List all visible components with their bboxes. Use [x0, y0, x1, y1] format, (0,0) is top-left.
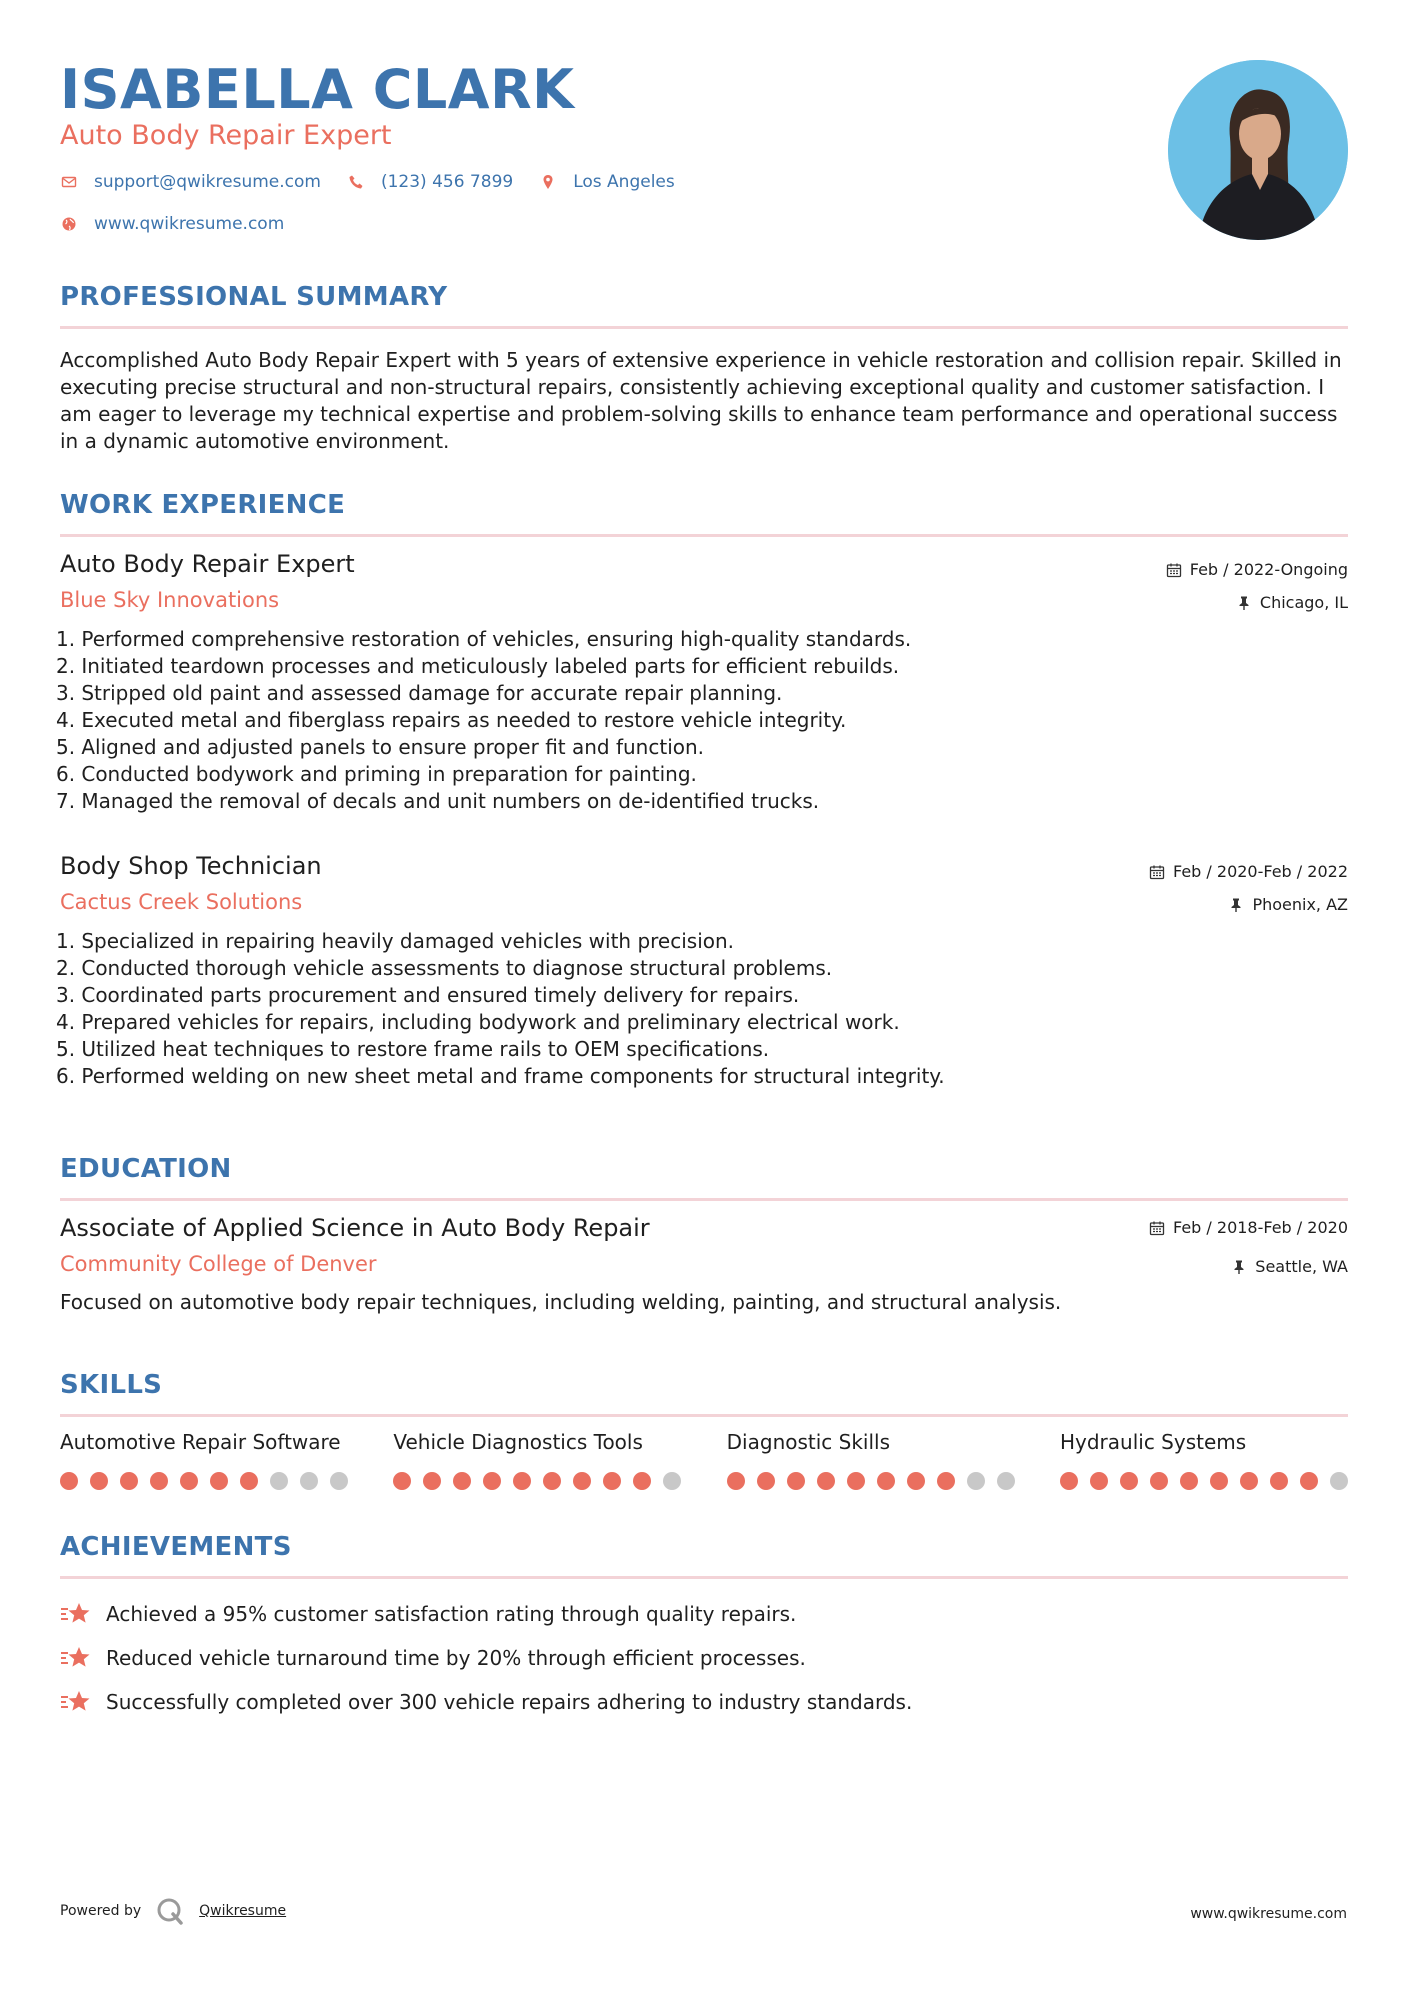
footer-website[interactable]: www.qwikresume.com [1190, 1906, 1347, 1922]
job-title: Body Shop Technician [60, 852, 322, 880]
email-text[interactable]: support@qwikresume.com [94, 172, 321, 192]
rating-dot-filled [1090, 1472, 1108, 1490]
rating-dot-empty [1330, 1472, 1348, 1490]
skill-item [393, 1430, 681, 1490]
list-item: 3. Coordinated parts procurement and ensured timely delivery for repairs. [56, 983, 800, 1007]
list-item: 2. Initiated teardown processes and meticulously labeled parts for efficient rebuilds. [56, 654, 900, 678]
powered-by-label: Powered by [60, 1903, 142, 1919]
section-divider [60, 1198, 1348, 1201]
phone-icon [347, 173, 365, 191]
globe-icon [60, 215, 78, 233]
rating-dot-filled [423, 1472, 441, 1490]
experience-section [60, 490, 1348, 537]
brand-link[interactable]: Qwikresume [199, 1903, 287, 1919]
section-divider [60, 326, 1348, 329]
qwikresume-logo-icon [155, 1896, 185, 1926]
summary-heading: PROFESSIONAL SUMMARY [60, 282, 448, 312]
education-description: Focused on automotive body repair techniques, including welding, painting, and structural analysis. [60, 1290, 1062, 1314]
star-icon [60, 1644, 92, 1672]
job-bullets [56, 626, 1348, 815]
rating-dot-empty [270, 1472, 288, 1490]
email-icon [60, 173, 78, 191]
rating-dot-filled [543, 1472, 561, 1490]
job-dates: Feb / 2022-Ongoing [1166, 560, 1348, 579]
contact-phone[interactable] [347, 172, 513, 192]
contact-row [60, 172, 701, 192]
rating-dot-empty [663, 1472, 681, 1490]
star-icon [60, 1688, 92, 1716]
pin-icon [1231, 1259, 1247, 1275]
calendar-icon [1149, 864, 1165, 880]
skill-rating [727, 1472, 1015, 1490]
pin-icon [1236, 595, 1252, 611]
skill-name: Automotive Repair Software [60, 1430, 341, 1454]
education-entry [60, 1214, 1348, 1314]
degree-title: Associate of Applied Science in Auto Body Repair [60, 1214, 650, 1242]
skill-item [727, 1430, 1015, 1490]
list-item: Achieved a 95% customer satisfaction rating through quality repairs. [60, 1592, 1348, 1636]
job-bullets [56, 928, 1348, 1090]
contact-location [539, 172, 675, 192]
location-text: Los Angeles [573, 172, 675, 192]
job-meta [1166, 560, 1348, 612]
education-location: Seattle, WA [1149, 1257, 1348, 1276]
skills-list [60, 1430, 1348, 1490]
list-item: 4. Executed metal and fiberglass repairs as needed to restore vehicle integrity. [56, 708, 847, 732]
rating-dot-filled [513, 1472, 531, 1490]
summary-section [60, 282, 1348, 455]
section-divider [60, 1414, 1348, 1417]
rating-dot-filled [1120, 1472, 1138, 1490]
rating-dot-filled [1210, 1472, 1228, 1490]
contact-website[interactable] [60, 214, 284, 234]
rating-dot-filled [90, 1472, 108, 1490]
list-item: 6. Conducted bodywork and priming in preparation for painting. [56, 762, 697, 786]
rating-dot-empty [300, 1472, 318, 1490]
rating-dot-filled [210, 1472, 228, 1490]
profile-photo [1168, 60, 1348, 240]
contact-email[interactable] [60, 172, 321, 192]
skills-section [60, 1370, 1348, 1417]
job-meta [1149, 862, 1348, 914]
job-location: Chicago, IL [1166, 593, 1348, 612]
job-company: Blue Sky Innovations [60, 588, 280, 612]
education-dates: Feb / 2018-Feb / 2020 [1149, 1218, 1348, 1237]
list-item: 1. Performed comprehensive restoration of vehicles, ensuring high-quality standards. [56, 627, 912, 651]
skill-item [60, 1430, 348, 1490]
job-company: Cactus Creek Solutions [60, 890, 303, 914]
achievements-heading: ACHIEVEMENTS [60, 1532, 292, 1562]
list-item: 2. Conducted thorough vehicle assessments to diagnose structural problems. [56, 956, 833, 980]
rating-dot-filled [937, 1472, 955, 1490]
school-name: Community College of Denver [60, 1252, 377, 1276]
section-divider [60, 534, 1348, 537]
skills-heading: SKILLS [60, 1370, 163, 1400]
list-item: 4. Prepared vehicles for repairs, including bodywork and preliminary electrical work. [56, 1010, 900, 1034]
education-heading: EDUCATION [60, 1154, 232, 1184]
job-title: Auto Body Repair Expert [60, 550, 355, 578]
skill-name: Vehicle Diagnostics Tools [393, 1430, 643, 1454]
rating-dot-filled [1240, 1472, 1258, 1490]
skill-item [1060, 1430, 1348, 1490]
achievements-list [60, 1592, 1348, 1724]
achievements-section [60, 1532, 1348, 1579]
rating-dot-filled [120, 1472, 138, 1490]
list-item: 3. Stripped old paint and assessed damage for accurate repair planning. [56, 681, 783, 705]
experience-heading: WORK EXPERIENCE [60, 490, 346, 520]
rating-dot-filled [240, 1472, 258, 1490]
contact-row-website [60, 214, 310, 234]
map-pin-icon [539, 173, 557, 191]
rating-dot-filled [1150, 1472, 1168, 1490]
rating-dot-filled [603, 1472, 621, 1490]
candidate-name: ISABELLA CLARK [60, 58, 575, 121]
rating-dot-empty [967, 1472, 985, 1490]
rating-dot-filled [1300, 1472, 1318, 1490]
rating-dot-filled [787, 1472, 805, 1490]
rating-dot-filled [817, 1472, 835, 1490]
pin-icon [1228, 897, 1244, 913]
calendar-icon [1166, 562, 1182, 578]
rating-dot-filled [907, 1472, 925, 1490]
skill-name: Hydraulic Systems [1059, 1430, 1247, 1454]
job-dates: Feb / 2020-Feb / 2022 [1149, 862, 1348, 881]
job-entry [56, 852, 1348, 1090]
education-meta [1149, 1218, 1348, 1276]
summary-text: Accomplished Auto Body Repair Expert with 5 years of extensive experience in vehicle restoration and collision repair. Skilled in executing precise structural and non-structural repairs, consistently achieving exceptional quality and customer satisfaction. I am eager to leverage my technical expertise and problem-solving skills to enhance team performance and operational success in a dynamic automotive environment. [60, 348, 1342, 453]
skill-rating [1060, 1472, 1348, 1490]
rating-dot-filled [1180, 1472, 1198, 1490]
rating-dot-empty [997, 1472, 1015, 1490]
rating-dot-filled [847, 1472, 865, 1490]
rating-dot-filled [573, 1472, 591, 1490]
skill-name: Diagnostic Skills [726, 1430, 891, 1454]
skill-rating [60, 1472, 348, 1490]
rating-dot-filled [453, 1472, 471, 1490]
skill-rating [393, 1472, 681, 1490]
list-item: 1. Specialized in repairing heavily damaged vehicles with precision. [56, 929, 735, 953]
education-section [60, 1154, 1348, 1201]
rating-dot-filled [483, 1472, 501, 1490]
rating-dot-filled [60, 1472, 78, 1490]
job-entry [56, 550, 1348, 815]
list-item: 5. Aligned and adjusted panels to ensure proper fit and function. [56, 735, 705, 759]
job-location: Phoenix, AZ [1149, 895, 1348, 914]
phone-text[interactable]: (123) 456 7899 [380, 172, 514, 192]
list-item: 6. Performed welding on new sheet metal and frame components for structural integrity. [56, 1064, 945, 1088]
website-text[interactable]: www.qwikresume.com [94, 214, 285, 234]
star-icon [60, 1600, 92, 1628]
rating-dot-filled [757, 1472, 775, 1490]
rating-dot-filled [393, 1472, 411, 1490]
footer-powered-by [60, 1896, 286, 1926]
rating-dot-filled [1270, 1472, 1288, 1490]
rating-dot-filled [727, 1472, 745, 1490]
list-item: 5. Utilized heat techniques to restore frame rails to OEM specifications. [56, 1037, 770, 1061]
rating-dot-filled [633, 1472, 651, 1490]
list-item: 7. Managed the removal of decals and unit numbers on de-identified trucks. [56, 789, 820, 813]
rating-dot-filled [180, 1472, 198, 1490]
rating-dot-filled [877, 1472, 895, 1490]
calendar-icon [1149, 1220, 1165, 1236]
section-divider [60, 1576, 1348, 1579]
rating-dot-empty [330, 1472, 348, 1490]
list-item: Successfully completed over 300 vehicle repairs adhering to industry standards. [60, 1680, 1348, 1724]
rating-dot-filled [150, 1472, 168, 1490]
candidate-title: Auto Body Repair Expert [60, 120, 392, 151]
rating-dot-filled [1060, 1472, 1078, 1490]
list-item: Reduced vehicle turnaround time by 20% through efficient processes. [60, 1636, 1348, 1680]
